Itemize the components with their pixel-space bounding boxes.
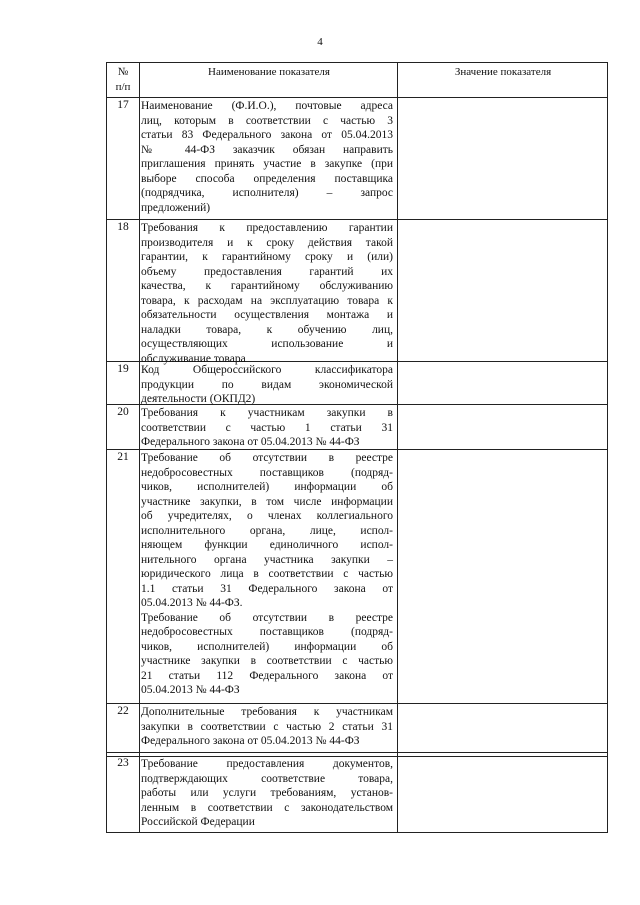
table-row-border (106, 62, 608, 63)
table-row-border (106, 703, 608, 704)
cell-text-line: Требования к предоставлению гарантии (141, 222, 393, 234)
table-row-border (106, 832, 608, 833)
cell-text-line: исполнительного органа, лице, испол- (141, 524, 393, 537)
cell-text-line: участнике закупки, в том числе информации (141, 495, 393, 508)
cell-text-line: Требование об отсутствии в реестре (141, 452, 393, 464)
cell-text-line: товара, к расходам на эксплуатацию товара к (141, 294, 393, 307)
table-column-border (607, 62, 608, 832)
cell-text-line: наладки товара, к обучению лиц, (141, 323, 393, 336)
cell-text-line: недобросовестных поставщиков (подряд- (141, 466, 393, 479)
header-name-label: Наименование показателя (208, 66, 330, 78)
cell-text-line: участнике закупки в соответствии с частью (141, 655, 393, 667)
cell-text-line: статьи 83 Федерального закона от 05.04.2013 (141, 129, 393, 141)
cell-text-line: Российской Федерации (141, 816, 255, 828)
cell-text-line: чиков, исполнителей) информации об (141, 640, 393, 653)
cell-text-line: предложений) (141, 201, 211, 214)
cell-text-line: нительного органа участника закупки – (141, 553, 393, 566)
cell-text-line: Требования к участникам закупки в (141, 407, 393, 419)
row-number: 19 (117, 363, 129, 375)
table-column-border (139, 62, 140, 832)
cell-text-line: Наименование (Ф.И.О.), почтовые адреса (141, 100, 393, 112)
cell-text-line: няющем функции единоличного испол- (141, 539, 393, 551)
header-number-label-2: п/п (115, 81, 131, 93)
cell-text-line: (подрядчика, исполнителя) – запрос (141, 187, 393, 199)
cell-text-line: юридического лица в соответствии с частью (141, 568, 393, 580)
cell-text-line: производителя и к сроку действия такой (141, 236, 393, 249)
row-number: 23 (117, 757, 129, 769)
table-column-border (106, 62, 107, 832)
cell-text-line: приглашения принять участие в закупке (при (141, 158, 393, 170)
cell-text-line: Федерального закона от 05.04.2013 № 44-ФЗ (141, 735, 360, 747)
row-number: 20 (117, 406, 129, 418)
cell-text-line: продукции по видам экономической (141, 378, 393, 391)
table-column-border (397, 62, 398, 832)
row-number: 17 (117, 99, 129, 111)
cell-text-line: обязательности осуществления монтажа и (141, 309, 393, 321)
row-number: 22 (117, 705, 129, 717)
cell-text-line: недобросовестных поставщиков (подряд- (141, 626, 393, 638)
cell-text-line: закупки в соответствии с частью 2 статьи 31 (141, 720, 393, 733)
cell-text-line: обслуживание товара (141, 352, 246, 365)
table-row-border (106, 752, 608, 753)
cell-text-line: 05.04.2013 № 44-ФЗ. (141, 597, 243, 609)
cell-text-line: лиц, которым в соответствии с частью 3 (141, 114, 393, 127)
cell-text-line: Код Общероссийского классификатора (141, 364, 393, 376)
header-number-label-1: № (117, 66, 129, 78)
table-row-border (106, 219, 608, 220)
cell-text-line: Федерального закона от 05.04.2013 № 44-ФЗ (141, 436, 360, 448)
cell-text-line: об учредителях, о членах коллегиального (141, 510, 393, 522)
cell-text-line: Дополнительные требования к участникам (141, 706, 393, 718)
row-number: 18 (117, 221, 129, 233)
cell-text-line: деятельности (ОКПД2) (141, 393, 256, 405)
cell-text-line: объему предоставления гарантий их (141, 265, 393, 278)
cell-text-line: Требование предоставления документов, (141, 758, 393, 770)
cell-text-line: подтверждающих соответствие товара, (141, 772, 393, 785)
cell-text-line: ленным в соответствии с законодательством (141, 801, 393, 814)
header-value-label: Значение показателя (454, 66, 552, 78)
table-row-border (106, 97, 608, 98)
cell-text-line: выборе способа определения поставщика (141, 172, 393, 185)
cell-text-line: работы или услуги требованиям, установ- (141, 787, 393, 799)
cell-text-line: осуществляющих использование и (141, 338, 393, 350)
cell-text-line: качества, к гарантийному обслуживанию (141, 280, 393, 292)
cell-text-line: 1.1 статьи 31 Федерального закона от (141, 582, 393, 595)
cell-text-line: гарантии, к гарантийному сроку и (или) (141, 251, 393, 263)
cell-text-line: Требование об отсутствии в реестре (141, 611, 393, 624)
cell-text-line: соответствии с частью 1 статьи 31 (141, 421, 393, 434)
cell-text-line: № 44-ФЗ заказчик обязан направить (141, 143, 393, 156)
page-number: 4 (317, 36, 323, 48)
cell-text-line: 05.04.2013 № 44-ФЗ (141, 684, 240, 696)
cell-text-line: чиков, исполнителей) информации об (141, 481, 393, 493)
row-number: 21 (117, 451, 129, 463)
cell-text-line: 21 статьи 112 Федерального закона от (141, 669, 393, 682)
